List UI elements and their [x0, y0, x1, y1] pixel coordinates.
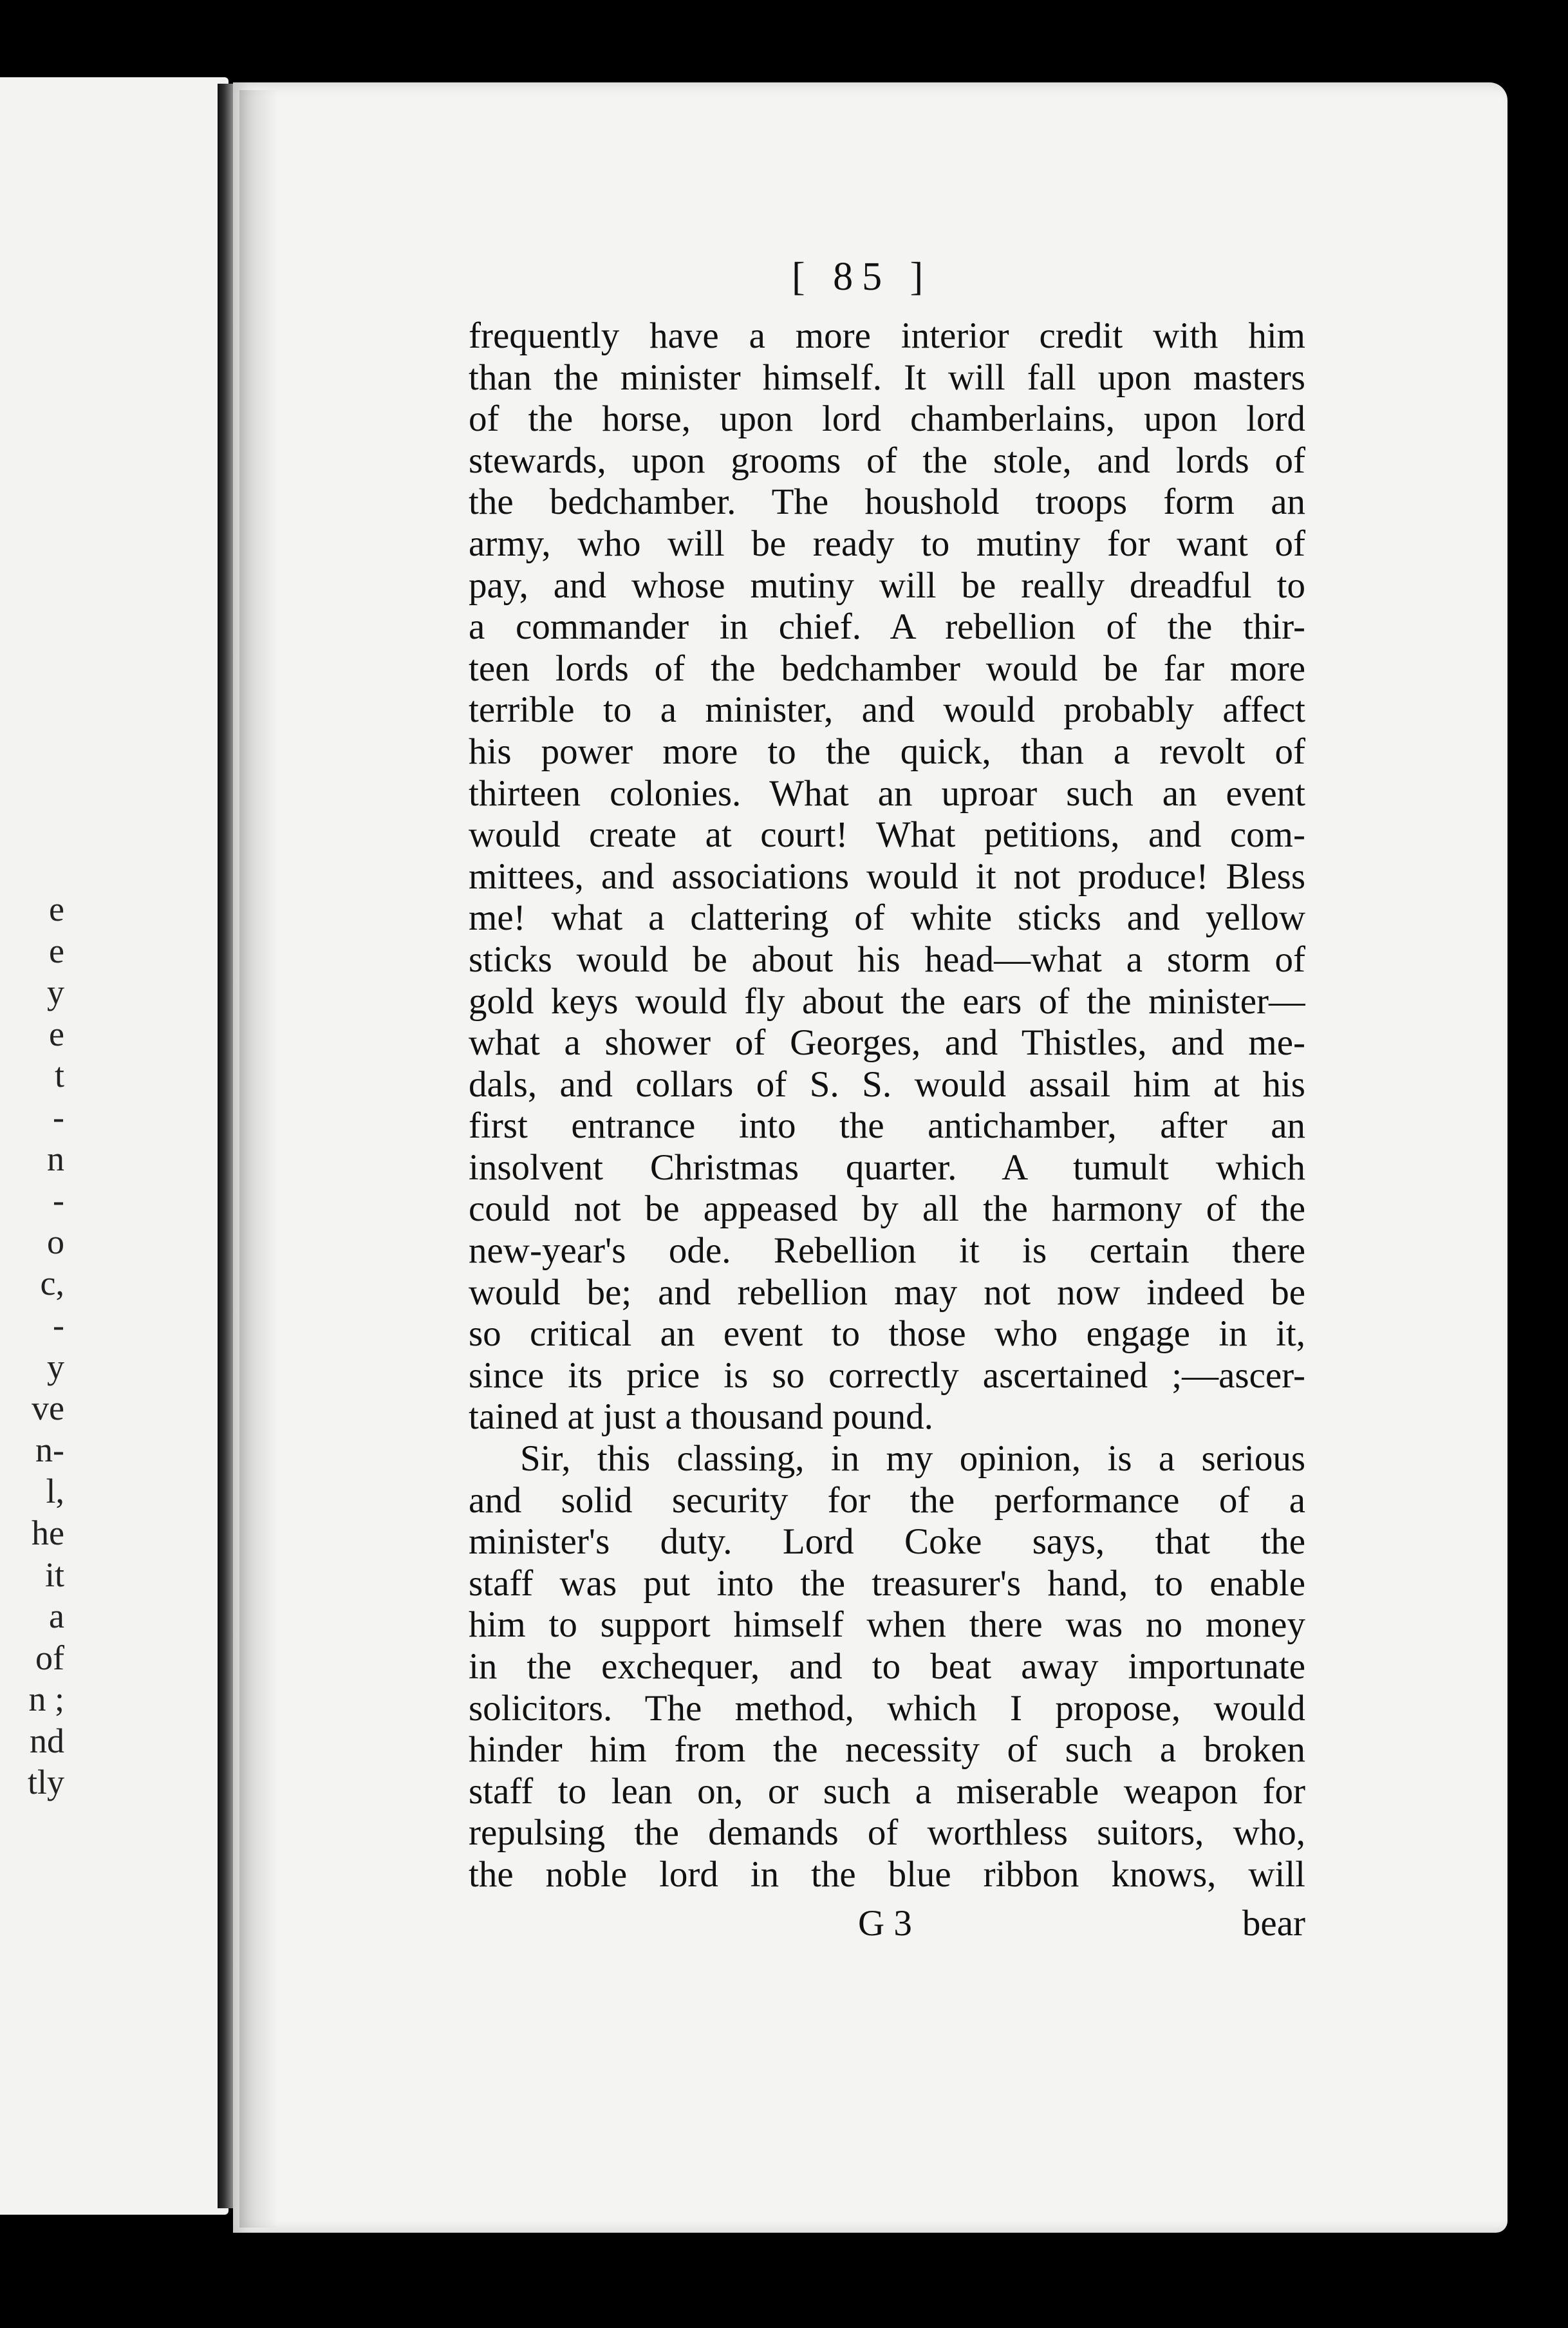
fragment: it [44, 1555, 64, 1594]
text-line: insolvent Christmas quarter. A tumult which [469, 1147, 1305, 1188]
fragment: o [47, 1222, 64, 1261]
text-line: army, who will be ready to mutiny for want of [469, 523, 1305, 564]
text-line: dals, and collars of S. S. would assail him at his [469, 1064, 1305, 1105]
fragment: tly [27, 1763, 64, 1802]
fragment: c, [40, 1264, 64, 1303]
fragment: ve [32, 1389, 64, 1428]
facing-page-text-fragments [0, 888, 64, 1803]
fragment: - [53, 1097, 64, 1136]
text-line: him to support himself when there was no money [469, 1604, 1305, 1646]
fragment: e [49, 931, 64, 970]
text-line: since its price is so correctly ascertained ;—ascer- [469, 1355, 1305, 1396]
text-line: a commander in chief. A rebellion of the thir- [469, 606, 1305, 648]
text-line: teen lords of the bedchamber would be far more [469, 648, 1305, 689]
text-line: new-year's ode. Rebellion it is certain there [469, 1230, 1305, 1272]
page-shadow [239, 90, 278, 2228]
text-line: stewards, upon grooms of the stole, and lords of [469, 440, 1305, 481]
text-line: staff was put into the treasurer's hand, to enable [469, 1563, 1305, 1604]
text-line: what a shower of Georges, and Thistles, and me- [469, 1022, 1305, 1064]
text-line: sticks would be about his head—what a storm of [469, 939, 1305, 980]
fragment: - [53, 1181, 64, 1220]
page-number: [ 85 ] [792, 255, 933, 299]
text-line: and solid security for the performance of a [469, 1479, 1305, 1521]
text-line: would be; and rebellion may not now indeed be [469, 1272, 1305, 1313]
text-line: minister's duty. Lord Coke says, that the [469, 1521, 1305, 1563]
text-line: than the minister himself. It will fall upon masters [469, 357, 1305, 398]
text-line: so critical an event to those who engage in it, [469, 1313, 1305, 1355]
signature-mark: G 3 [858, 1903, 912, 1944]
text-line: would create at court! What petitions, and com- [469, 814, 1305, 856]
text-line: me! what a clattering of white sticks and yellow [469, 897, 1305, 939]
text-line: staff to lean on, or such a miserable weapon for [469, 1770, 1305, 1812]
fragment: n- [35, 1430, 64, 1469]
text-line: gold keys would fly about the ears of the minister— [469, 981, 1305, 1022]
text-line: the bedchamber. The houshold troops form an [469, 482, 1305, 523]
text-line: could not be appeased by all the harmony of the [469, 1188, 1305, 1230]
text-line: pay, and whose mutiny will be really dreadful to [469, 565, 1305, 606]
text-line: mittees, and associations would it not produce! Bless [469, 856, 1305, 897]
fragment: y [47, 1347, 64, 1386]
fragment: e [49, 1014, 64, 1053]
text-line: repulsing the demands of worthless suitors, who, [469, 1812, 1305, 1854]
fragment: nd [30, 1721, 64, 1760]
text-line: terrible to a minister, and would probably affect [469, 690, 1305, 731]
text-line: his power more to the quick, than a revolt of [469, 731, 1305, 772]
text-line: Sir, this classing, in my opinion, is a serious [520, 1438, 1305, 1479]
text-line: thirteen colonies. What an uproar such an event [469, 773, 1305, 814]
body-text [469, 315, 1305, 1896]
text-line: hinder him from the necessity of such a broken [469, 1729, 1305, 1770]
text-line: of the horse, upon lord chamberlains, upon lord [469, 399, 1305, 440]
fragment: t [54, 1056, 64, 1095]
page-footer [469, 1902, 1305, 1948]
fragment: n ; [28, 1680, 64, 1719]
fragment: - [53, 1305, 64, 1344]
book-gutter [218, 84, 234, 2208]
fragment: of [35, 1638, 64, 1677]
fragment: he [32, 1513, 64, 1552]
fragment: n [47, 1139, 64, 1178]
fragment: y [47, 973, 64, 1012]
text-line: first entrance into the antichamber, after an [469, 1105, 1305, 1147]
text-line: solicitors. The method, which I propose, would [469, 1687, 1305, 1729]
text-line: frequently have a more interior credit with him [469, 315, 1305, 356]
fragment: l, [46, 1472, 64, 1511]
text-line: tained at just a thousand pound. [469, 1396, 933, 1438]
catchword: bear [1242, 1903, 1305, 1944]
text-line: the noble lord in the blue ribbon knows, will [469, 1854, 1305, 1895]
fragment: e [49, 890, 64, 928]
text-line: in the exchequer, and to beat away importunate [469, 1646, 1305, 1687]
fragment: a [49, 1597, 64, 1636]
